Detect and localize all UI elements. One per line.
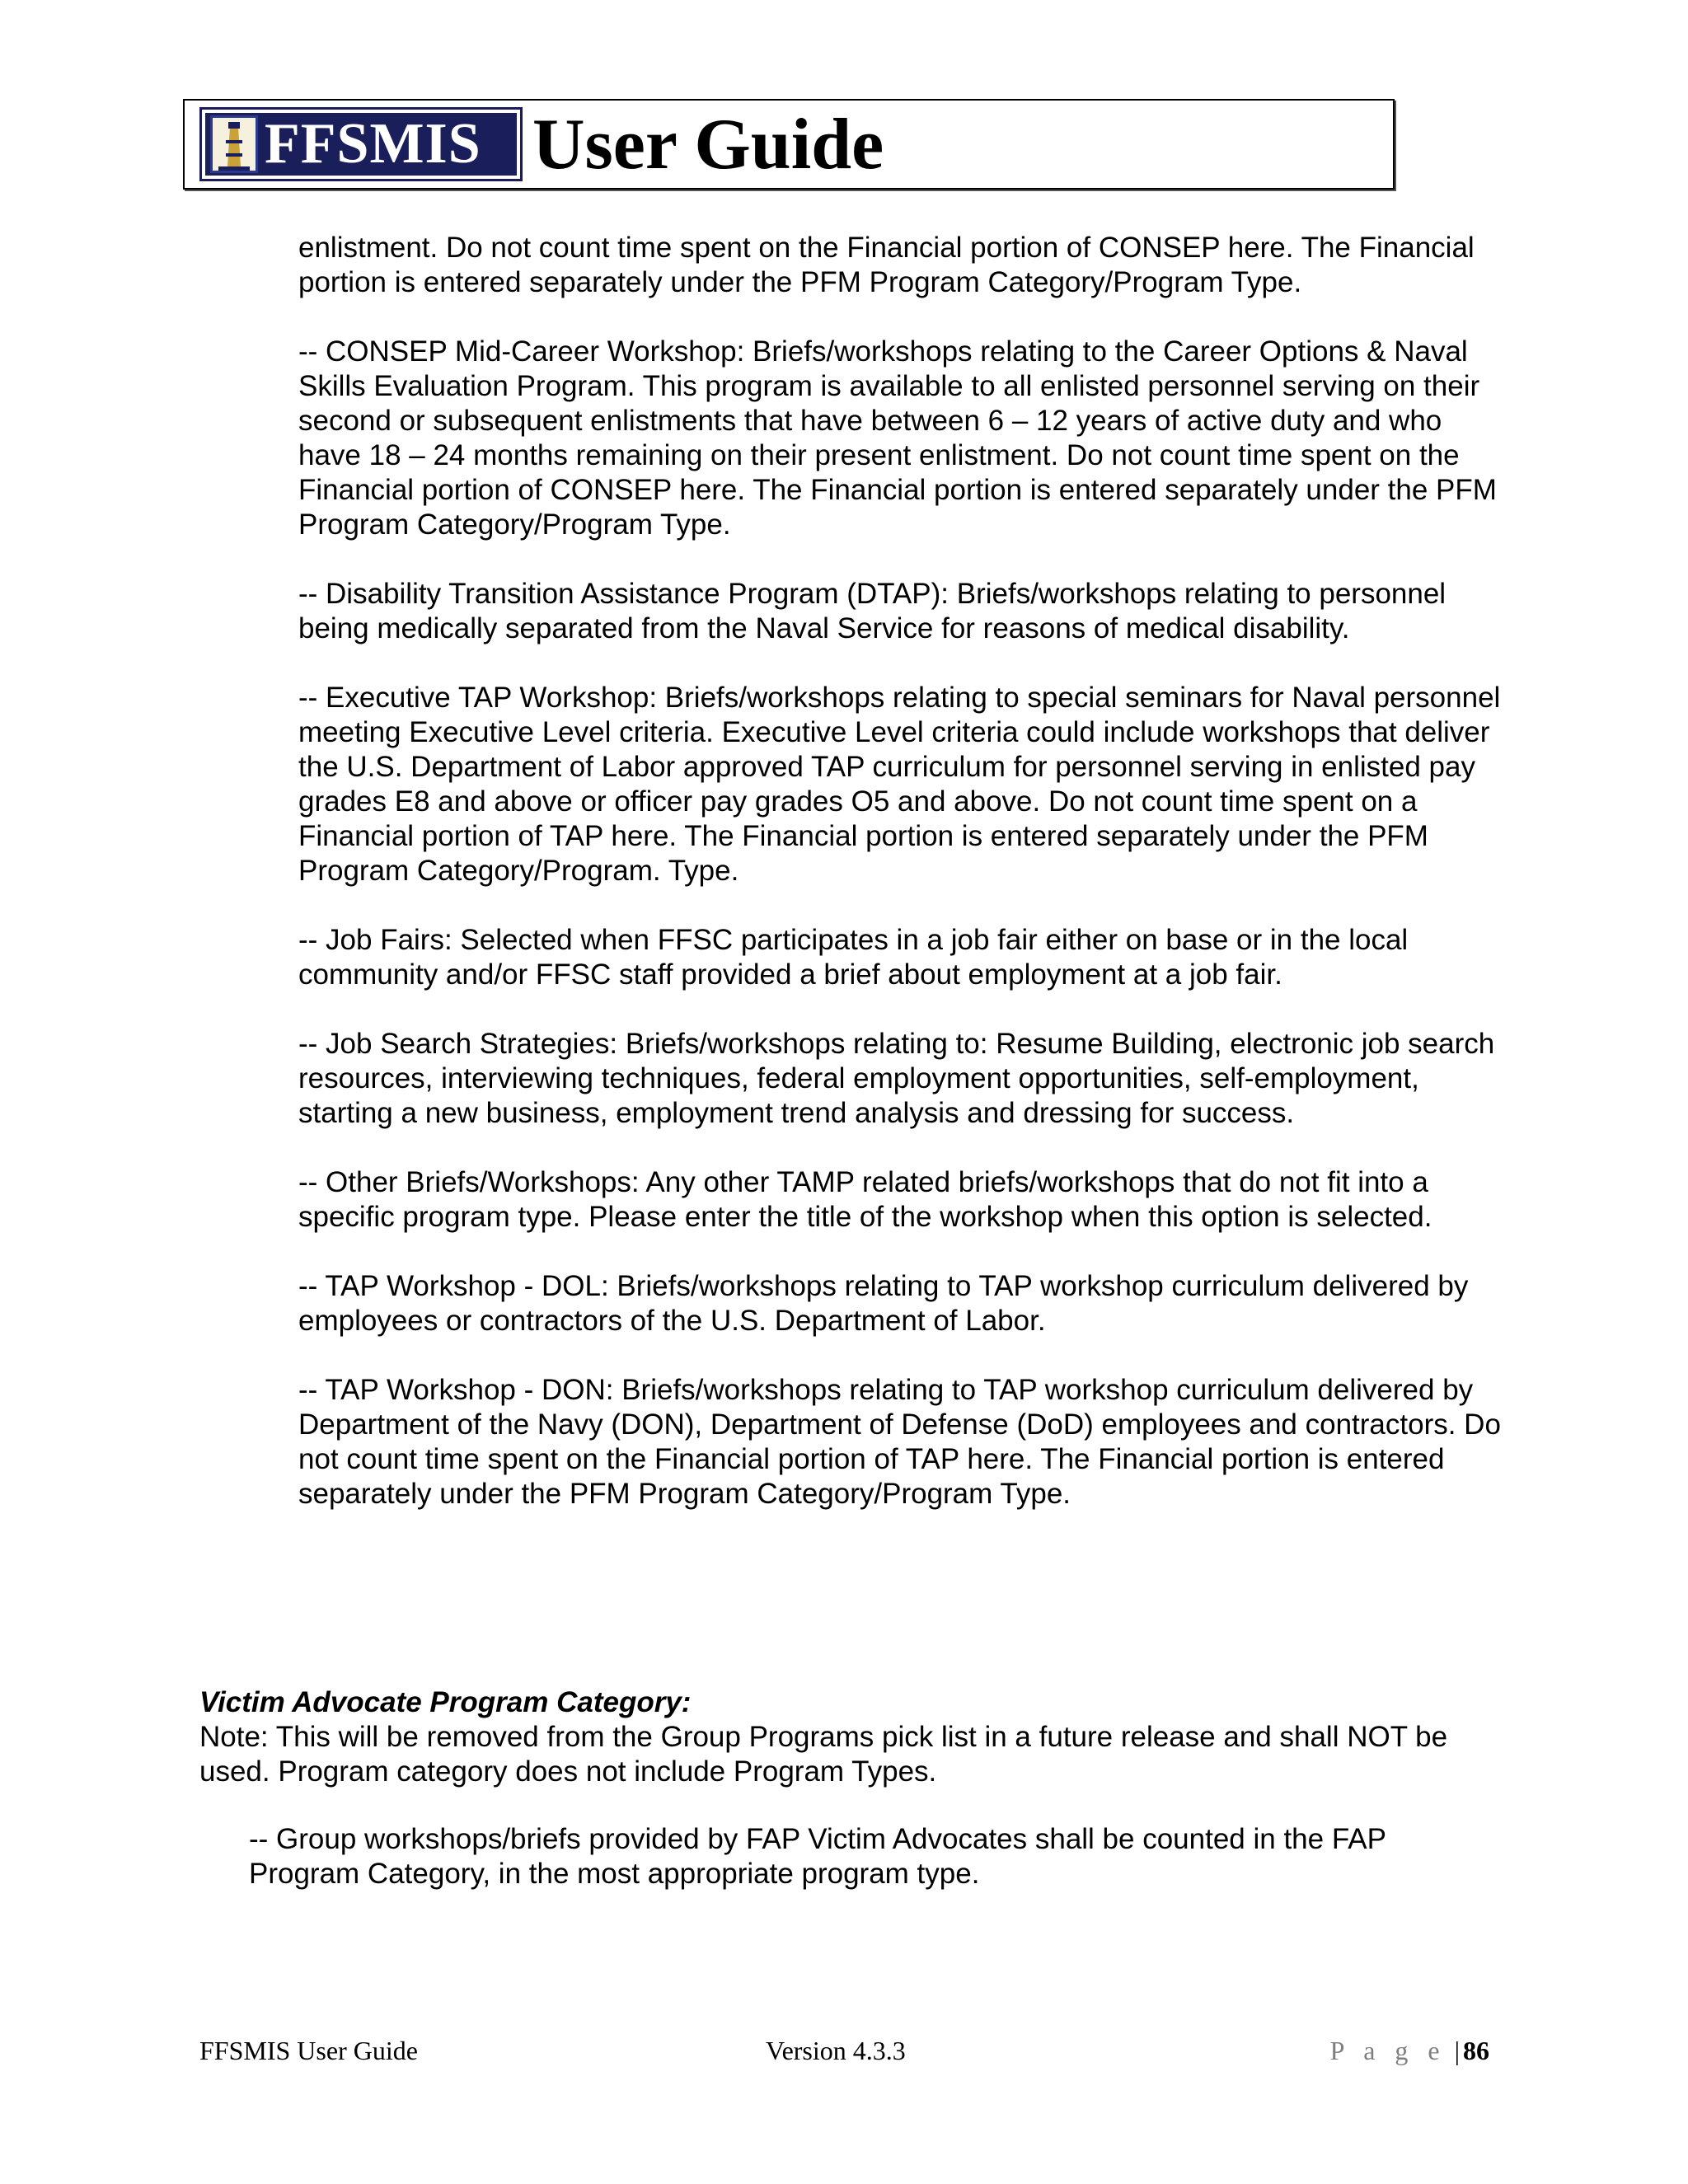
section-heading: Victim Advocate Program Category: xyxy=(199,1686,692,1718)
lighthouse-icon xyxy=(210,115,258,173)
footer-page xyxy=(1330,2036,1489,2066)
paragraph: -- TAP Workshop - DOL: Briefs/workshops relating to TAP workshop curriculum delivered by employees or contractors of the U.S. Department of Labor. xyxy=(298,1270,1469,1337)
paragraph: -- Other Briefs/Workshops: Any other TAMP related briefs/workshops that do not fit into a specific program type. Please enter the title of the workshop when this option is selected. xyxy=(298,1166,1432,1233)
paragraph: -- TAP Workshop - DON: Briefs/workshops relating to TAP workshop curriculum delivered by Department of the Navy (DON), Department of Defense (DoD) employees and contractors. Do not count time spent on the Financial portion of TAP here. The Financial portion is entered separately under the PFM Program Category/Program Type. xyxy=(298,1374,1501,1510)
logo-text: FFSMIS xyxy=(265,112,481,176)
paragraph: enlistment. Do not count time spent on the Financial portion of CONSEP here. The Financial portion is entered separately under the PFM Program Category/Program Type. xyxy=(298,232,1475,298)
page-separator: | xyxy=(1454,2036,1460,2065)
ffsmis-logo xyxy=(199,107,523,181)
page-footer xyxy=(199,2036,1489,2077)
paragraph: -- Job Search Strategies: Briefs/workshops relating to: Resume Building, electronic job search resources, interviewing techniques, federal employment opportunities, self-employment, starting a new business, employment trend analysis and dressing for success. xyxy=(298,1028,1495,1129)
paragraph: -- Disability Transition Assistance Program (DTAP): Briefs/workshops relating to personnel being medically separated from the Naval Service for reasons of medical disability. xyxy=(298,578,1447,644)
page-label: P a g e xyxy=(1329,2036,1447,2065)
page-number: 86 xyxy=(1463,2036,1489,2065)
paragraph: -- Executive TAP Workshop: Briefs/workshops relating to special seminars for Naval personnel meeting Executive Level criteria. Executive Level criteria could include workshops that deliver the U.S. Department of Labor approved TAP curriculum for personnel serving in enlisted pay grades E8 and above or officer pay grades O5 and above. Do not count time spent on a Financial portion of TAP here. The Financial portion is entered separately under the PFM Program Category/Program. Type. xyxy=(298,682,1501,887)
section-note: Note: This will be removed from the Group Programs pick list in a future release and shall NOT be used. Program category does not include Program Types. xyxy=(199,1721,1448,1788)
section-item: -- Group workshops/briefs provided by FAP Victim Advocates shall be counted in the FAP Program Category, in the most appropriate program type. xyxy=(249,1823,1386,1890)
page-title: User Guide xyxy=(532,105,884,185)
paragraph: -- CONSEP Mid-Career Workshop: Briefs/workshops relating to the Career Options & Naval Skills Evaluation Program. This program is available to all enlisted personnel serving on their second or subsequent enlistments that have between 6 – 12 years of active duty and who have 18 – 24 months remaining on their present enlistment. Do not count time spent on the Financial portion of CONSEP here. The Financial portion is entered separately under the PFM Program Category/Program Type. xyxy=(298,335,1497,541)
page-header xyxy=(183,99,1395,190)
victim-advocate-section xyxy=(199,1685,1502,1891)
paragraph: -- Job Fairs: Selected when FFSC participates in a job fair either on base or in the local community and/or FFSC staff provided a brief about employment at a job fair. xyxy=(298,924,1409,991)
body-content xyxy=(298,231,1502,1546)
footer-version: Version 4.3.3 xyxy=(766,2036,906,2065)
footer-doc-title: FFSMIS User Guide xyxy=(199,2036,418,2065)
